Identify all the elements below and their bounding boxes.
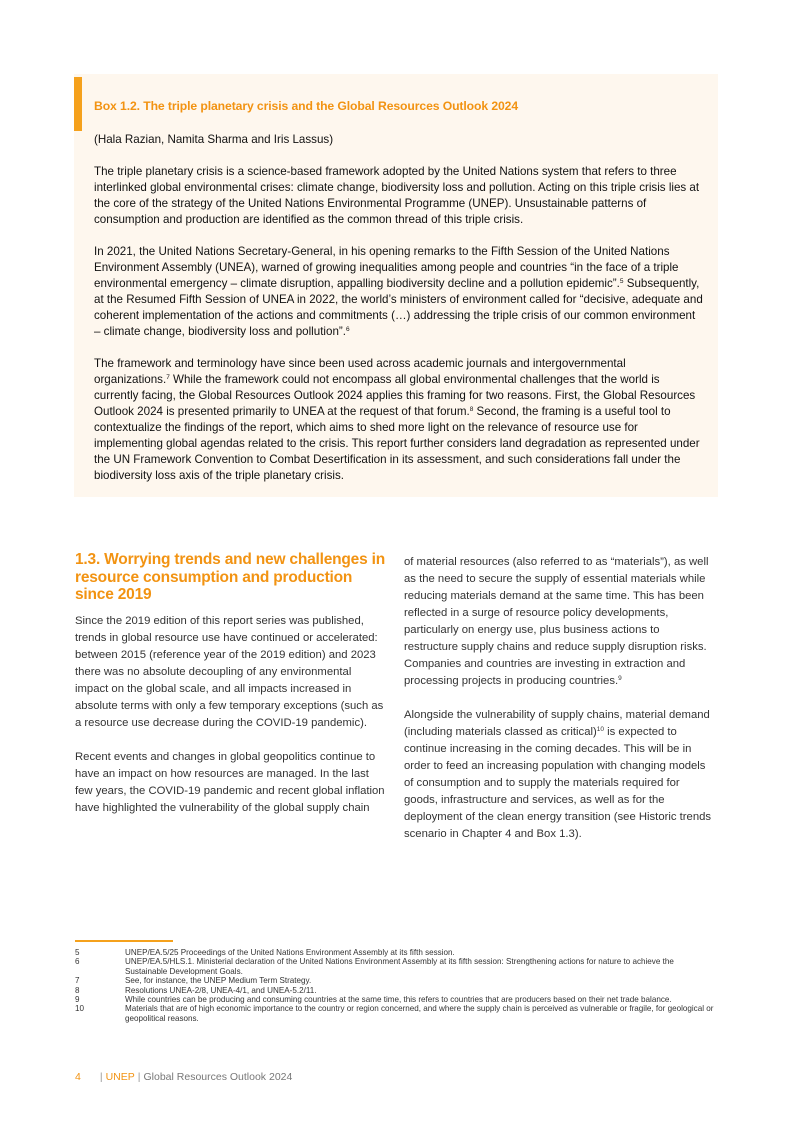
footnote-text: Resolutions UNEA-2/8, UNEA-4/1, and UNEA-5.2/11. bbox=[125, 985, 317, 995]
footnote-item bbox=[75, 986, 715, 995]
footnote-text: While countries can be producing and consuming countries at the same time, this refers to countries that are producers based on their net trade balance. bbox=[125, 995, 672, 1005]
footnote-ref-8[interactable]: 8 bbox=[469, 406, 474, 413]
box-p2-text-a: In 2021, the United Nations Secretary-General, in his opening remarks to the Fifth Session of the United Nations Environment Assembly (UNEA), warned of growing inequalities among people and countries “in the face of a triple environmental emergency – climate disruption, appalling biodiversity decline and a pollution epidemic”. bbox=[94, 245, 679, 290]
section-left-paragraph-1: Since the 2019 edition of this report series was published, trends in global resource use have continued or accelerated: between 2015 (reference year of the 2019 edition) and 2023 there was no absolute decoupling of any environmental impact on the global scale, and all impacts increased in absolute terms with only a few temporary exceptions (such as a resource use decrease during the COVID-19 pandemic). bbox=[75, 614, 384, 729]
box-p3-text-c: Second, the framing is a useful tool to contextualize the findings of the report, which aims to shed more light on the relevance of resource use for implementing global agendas related to the crisis. This report further considers land degradation as represented under the UN Framework Convention to Combat Desertification in its assessment, and such considerations fall under the biodiversity loss axis of the triple planetary crisis. bbox=[94, 405, 700, 482]
box-paragraph-2 bbox=[94, 244, 704, 340]
box-p3-text-b: While the framework could not encompass all global environmental challenges that the world is currently facing, the Global Resources Outlook 2024 applies this framing for two reasons. First, the Global Resources Outlook 2024 is presented primarily to UNEA at the request of that forum. bbox=[94, 373, 696, 418]
footnote-item bbox=[75, 948, 715, 957]
footnote-divider bbox=[75, 940, 173, 942]
box-paragraph-3 bbox=[94, 356, 704, 484]
box-1-2 bbox=[74, 74, 718, 497]
footer-doc-title: Global Resources Outlook 2024 bbox=[143, 1071, 293, 1083]
section-right-paragraph-1 bbox=[404, 554, 716, 690]
footnote-ref-6[interactable]: 6 bbox=[345, 326, 350, 333]
footnote-ref-7[interactable]: 7 bbox=[166, 374, 170, 381]
box-authors: (Hala Razian, Namita Sharma and Iris Lassus) bbox=[94, 133, 334, 146]
footnote-text: Materials that are of high economic importance to the country or region concerned, and where the supply chain is perceived as vulnerable or fragile, for geological or geopolitical reasons. bbox=[125, 1004, 714, 1023]
footnote-number: 7 bbox=[75, 976, 80, 986]
section-right-column bbox=[404, 554, 716, 860]
box-paragraph-1: The triple planetary crisis is a science-based framework adopted by the United Nations system that refers to three interlinked global environmental crises: climate change, biodiversity loss and pollution. Acting on this triple crisis lies at the core of the strategy of the United Nations Environmental Programme (UNEP). Unsustainable patterns of consumption and production are identified as the common thread of this triple crisis. bbox=[94, 165, 700, 226]
section-left-paragraph-2: Recent events and changes in global geopolitics continue to have an impact on how resources are managed. In the last few years, the COVID-19 pandemic and recent global inflation have highlighted the vulnerability of the global supply chain bbox=[75, 750, 385, 814]
box-accent-bar bbox=[74, 77, 82, 131]
box-p2-text-b: Subsequently, at the Resumed Fifth Session of UNEA in 2022, the world’s ministers of environment called for “decisive, adequate and coherent implementation of the actions and commitments (…) addressing the triple crisis of our common environment – climate change, biodiversity loss and pollution”. bbox=[94, 277, 703, 338]
right-p2-text-b: is expected to continue increasing in the coming decades. This will be in order to feed an increasing population with changing models of consumption and to supply the materials required for goods, infrastructure and services, as well as for the deployment of the clean energy transition (see Historic trends scenario in Chapter 4 and Box 1.3). bbox=[404, 726, 712, 840]
right-p2-text-a: Alongside the vulnerability of supply chains, material demand (including materials classed as critical) bbox=[404, 709, 710, 738]
footnote-item bbox=[75, 957, 715, 976]
footnote-ref-5[interactable]: 5 bbox=[619, 278, 624, 285]
page-number: 4 bbox=[75, 1071, 81, 1083]
right-p1-text: of material resources (also referred to as “materials”), as well as the need to secure the supply of essential materials while reducing materials demand at the same time. This has been reflected in a surge of resource policy developments, particularly on energy use, plus business actions to restructure supply chains and reduce supply disruption risks. Companies and countries are investing in extraction and processing projects in producing countries. bbox=[404, 556, 709, 687]
footer-org: UNEP bbox=[105, 1071, 135, 1083]
section-right-paragraph-2 bbox=[404, 707, 716, 843]
footnote-number: 10 bbox=[75, 1004, 85, 1014]
footnote-number: 6 bbox=[75, 957, 80, 967]
footnote-number: 5 bbox=[75, 948, 80, 957]
footer-separator: | bbox=[137, 1071, 141, 1083]
footnote-number: 9 bbox=[75, 995, 80, 1005]
footer-separator: | bbox=[99, 1071, 103, 1083]
box-title: Box 1.2. The triple planetary crisis and the Global Resources Outlook 2024 bbox=[94, 99, 519, 113]
section-left-column bbox=[75, 551, 385, 834]
box-p3-text-a: The framework and terminology have since been used across academic journals and intergovernmental organizations. bbox=[94, 357, 626, 386]
footnote-text: See, for instance, the UNEP Medium Term Strategy. bbox=[125, 976, 312, 986]
box-body bbox=[94, 132, 704, 484]
page-footer bbox=[75, 1071, 292, 1083]
footnote-ref-9[interactable]: 9 bbox=[618, 675, 622, 682]
footnote-item bbox=[75, 1004, 715, 1023]
footnotes bbox=[75, 948, 715, 1023]
footnote-item bbox=[75, 995, 715, 1004]
footnote-ref-10[interactable]: 10 bbox=[596, 726, 604, 733]
section-title: 1.3. Worrying trends and new challenges in resource consumption and production since 2019 bbox=[75, 551, 386, 603]
footnote-number: 8 bbox=[75, 985, 80, 995]
footnote-text: UNEP/EA.5/25 Proceedings of the United Nations Environment Assembly at its fifth session. bbox=[125, 948, 455, 957]
footnote-text: UNEP/EA.5/HLS.1. Ministerial declaration of the United Nations Environment Assembly at its fifth session: Strengthening actions for nature to achieve the Sustainable Development Goals. bbox=[125, 957, 674, 976]
footnote-item bbox=[75, 976, 715, 985]
